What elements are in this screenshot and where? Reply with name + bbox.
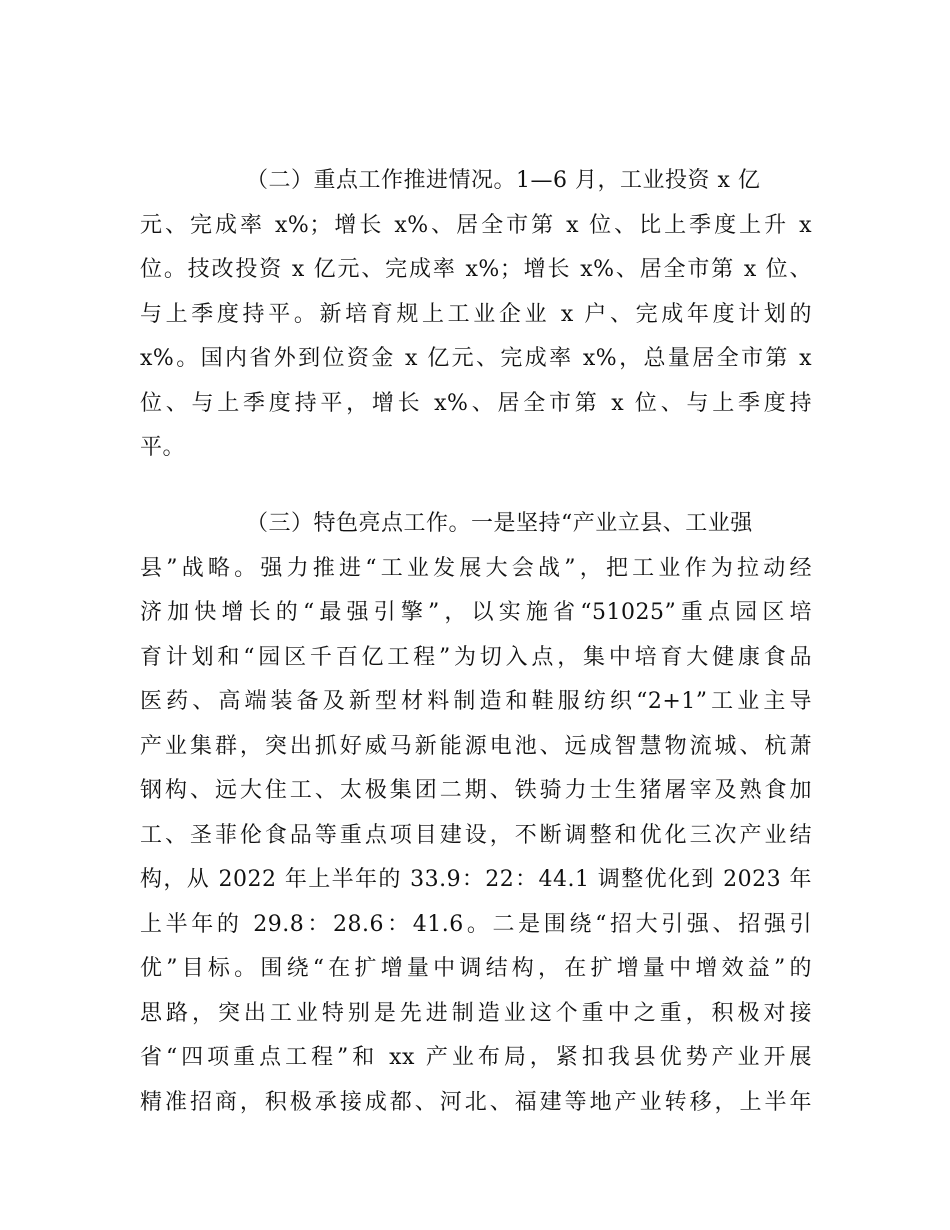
paragraph-line: 医药、高端装备及新型材料制造和鞋服纺织“2+1”工业主导	[140, 689, 812, 714]
paragraph-line: 优”目标。围绕“在扩增量中调结构，在扩增量中增效益”的	[140, 956, 812, 981]
paragraph-line: 精准招商，积极承接成都、河北、福建等地产业转移，上半年	[140, 1089, 812, 1115]
paragraph-line: 工、圣菲伦食品等重点项目建设，不断调整和优化三次产业结	[140, 822, 812, 848]
paragraph-line: 思路，突出工业特别是先进制造业这个重中之重，积极对接	[140, 1000, 812, 1026]
paragraph-key-work-progress	[140, 159, 812, 471]
paragraph-line: 平。	[140, 435, 186, 460]
paragraph-line: 位。技改投资 x 亿元、完成率 x%；增长 x%、居全市第 x 位、	[140, 257, 812, 282]
paragraph-line: 构，从 2022 年上半年的 33.9：22：44.1 调整优化到 2023 年	[140, 867, 812, 892]
paragraph-line: 省“四项重点工程”和 xx 产业布局，紧扣我县优势产业开展	[140, 1045, 812, 1070]
paragraph-line: 育计划和“园区千百亿工程”为切入点，集中培育大健康食品	[140, 644, 812, 670]
paragraph-line: 产业集群，突出抓好威马新能源电池、远成智慧物流城、杭萧	[140, 733, 812, 759]
paragraph-line: 上半年的 29.8：28.6：41.6。二是围绕“招大引强、招强引	[140, 911, 812, 937]
paragraph-line: 县”战略。强力推进“工业发展大会战”，把工业作为拉动经	[140, 555, 812, 581]
paragraph-line: 济加快增长的“最强引擎”，以实施省“51025”重点园区培	[140, 600, 812, 625]
paragraph-line: x%。国内省外到位资金 x 亿元、完成率 x%，总量居全市第 x	[140, 346, 812, 371]
paragraph-line: 与上季度持平。新培育规上工业企业 x 户、完成年度计划的	[140, 301, 812, 327]
paragraph-line: （二）重点工作推进情况。1—6 月，工业投资 x 亿	[246, 168, 761, 193]
paragraph-highlight-work	[140, 502, 812, 1125]
paragraph-line: 元、完成率 x%；增长 x%、居全市第 x 位、比上季度上升 x	[140, 212, 812, 238]
paragraph-line: （三）特色亮点工作。一是坚持“产业立县、工业强	[246, 511, 753, 536]
paragraph-line: 位、与上季度持平，增长 x%、居全市第 x 位、与上季度持	[140, 390, 812, 416]
paragraph-line: 钢构、远大住工、太极集团二期、铁骑力士生猪屠宰及熟食加	[140, 778, 812, 803]
